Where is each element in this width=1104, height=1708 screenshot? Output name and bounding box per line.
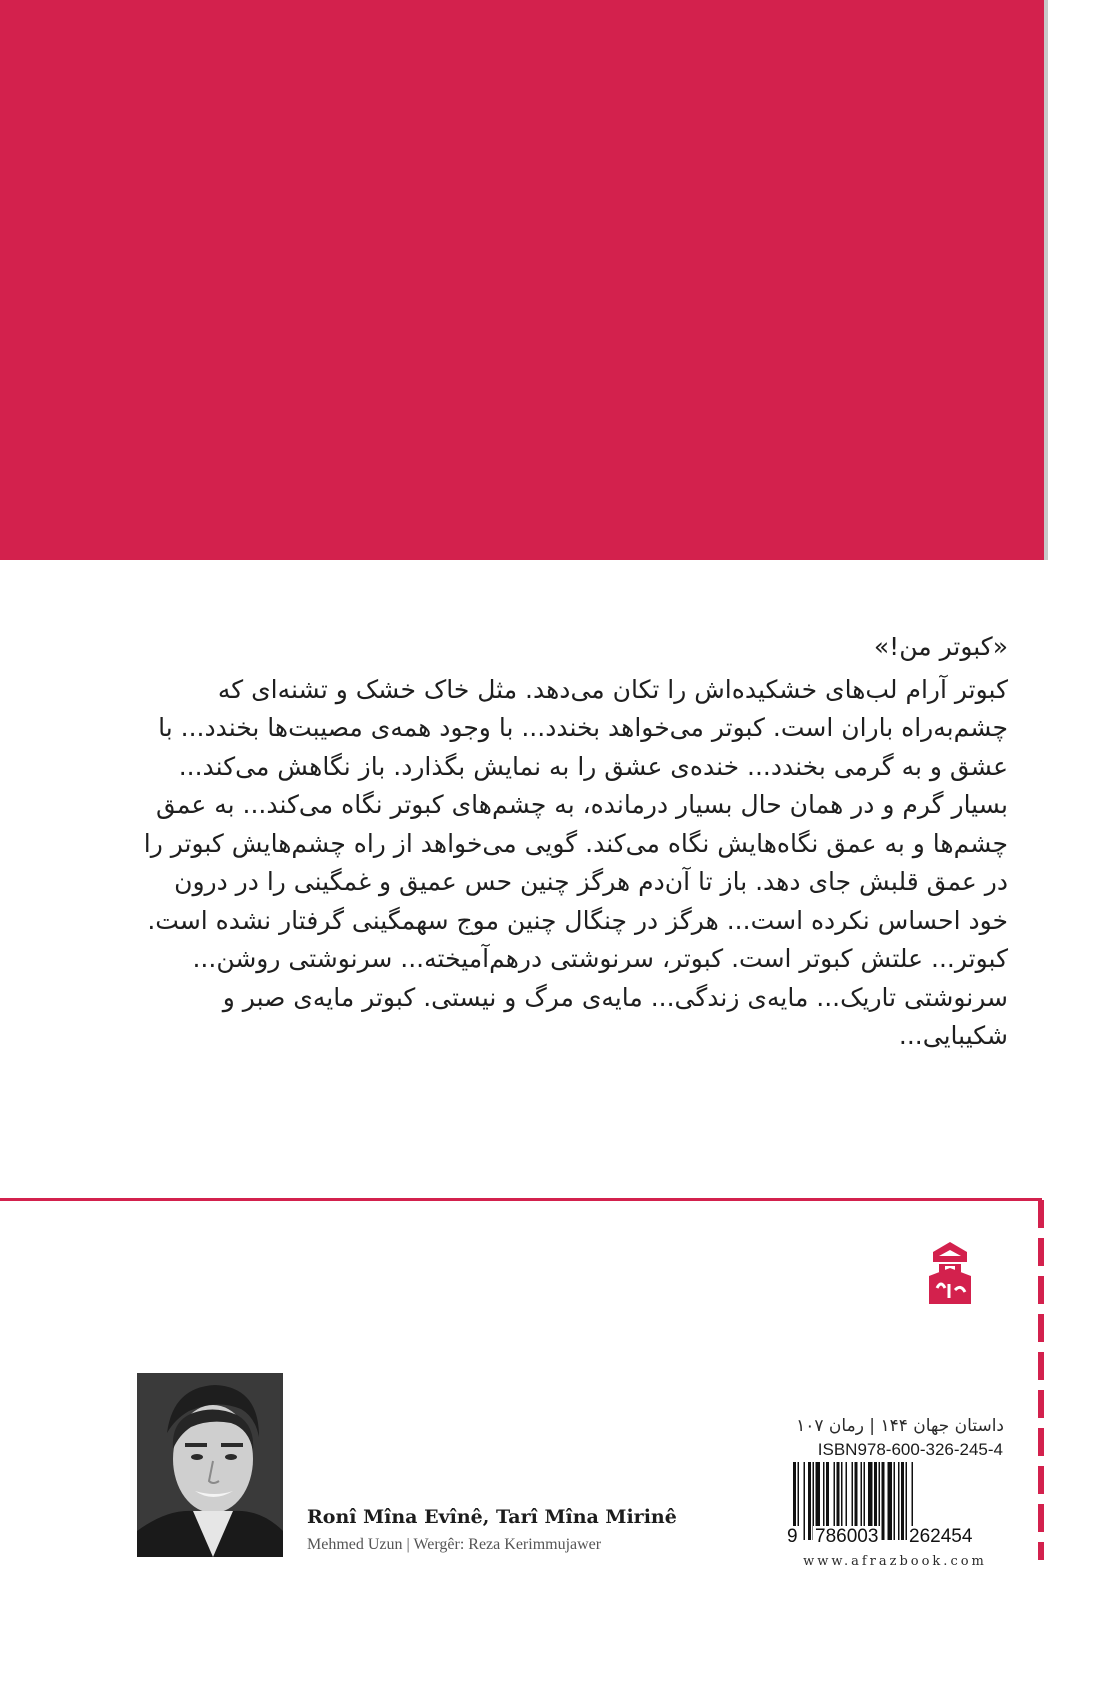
spine-edge [1044, 0, 1048, 560]
publisher-website: www.afrazbook.com [803, 1554, 987, 1569]
barcode-right-group: 262454 [909, 1526, 973, 1547]
barcode-digits [785, 1524, 1005, 1552]
blurb-paragraph: کبوتر آرام لب‌های خشکیده‌اش را تکان می‌دهد. مثل خاک خشک و تشنه‌ای که چشم‌به‌راه باران است. کبوتر می‌خواهد بخندد... با وجود همه‌ی مصیبت‌ها بخندد... با عشق و به گرمی بخندد... خنده‌ی عشق را به نمایش بگذارد. باز نگاهش می‌کند... بسیار گرم و در همان حال بسیار درمانده، به چشم‌های کبوتر نگاه می‌کند... به عمق چشم‌ها و به عمق نگاه‌هایش نگاه می‌کند. گویی می‌خواهد از راه چشم‌هایش کبوتر را در عمق قلبش جای دهد. باز تا آن‌دم هرگز چنین حس عمیق و غمگینی را در درون خود احساس نکرده است... هرگز در چنگال چنین موج سهمگینی گرفتار نشده است. کبوتر... علتش کبوتر است. کبوتر، سرنوشتی درهم‌آمیخته... سرنوشتی روشن... سرنوشتی تاریک... مایه‌ی زندگی... مایه‌ی مرگ و نیستی. کبوتر مایه‌ی صبر و شکیبایی... [143, 674, 1008, 1050]
section-divider [0, 1198, 1042, 1201]
book-title: Ronî Mîna Evînê, Tarî Mîna Mirinê [307, 1506, 677, 1528]
cover-red-panel [0, 0, 1044, 560]
author-photo [137, 1373, 283, 1557]
blurb-opening: «کبوتر من!» [873, 632, 1008, 661]
book-credits: Mehmed Uzun | Wergêr: Reza Kerimmujawer [307, 1536, 602, 1553]
barcode-first-digit: 9 [787, 1526, 798, 1547]
afraz-logo-icon [925, 1240, 975, 1306]
side-edge-marks [1038, 1200, 1044, 1560]
series-info: داستان جهان ۱۴۴ | رمان ۱۰۷ [796, 1416, 1004, 1436]
back-cover-blurb [138, 628, 1008, 1056]
barcode-left-group: 786003 [815, 1526, 879, 1547]
isbn-number: ISBN978-600-326-245-4 [817, 1440, 1003, 1459]
